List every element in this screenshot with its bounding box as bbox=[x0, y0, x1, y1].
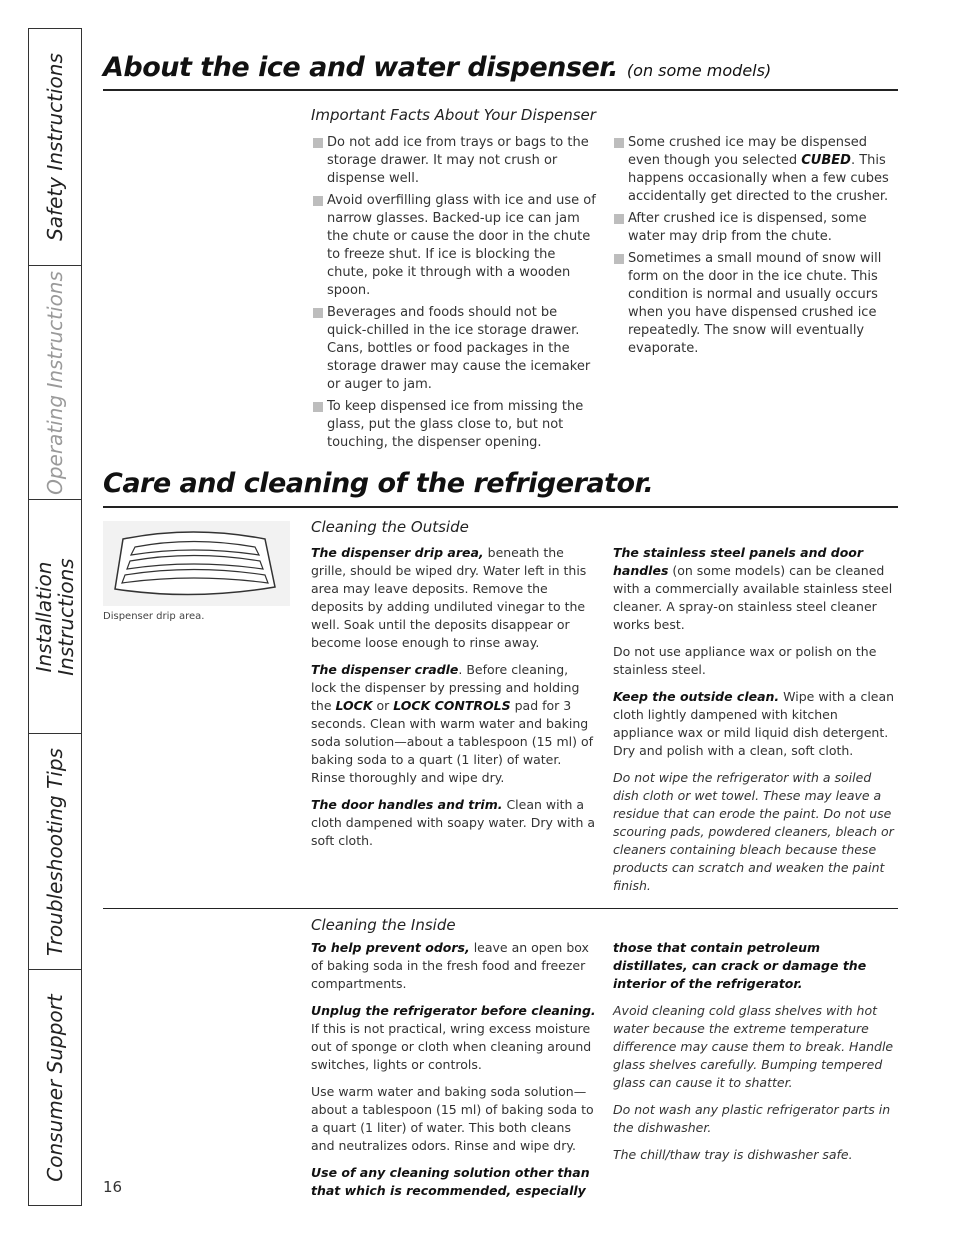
bullet-square-icon bbox=[313, 402, 323, 412]
dispenser-facts-right bbox=[613, 134, 891, 362]
tab-safety-instructions[interactable] bbox=[29, 29, 81, 266]
title-text: About the ice and water dispenser. bbox=[103, 52, 618, 83]
bullet-square-icon bbox=[313, 308, 323, 318]
list-item: Avoid overfilling glass with ice and use of narrow glasses. Backed-up ice can jam the chute or cause the door in the chute to freeze shut. If ice is blocking the chute, poke it through with a wooden spoon. bbox=[312, 192, 597, 300]
list-item: Sometimes a small mound of snow will form on the door in the ice chute. This condition is normal and usually occurs when you have dispensed crushed ice repeatedly. The snow will eventually evaporate. bbox=[613, 250, 891, 358]
bullet-square-icon bbox=[313, 138, 323, 148]
list-item: After crushed ice is dispensed, some water may drip from the chute. bbox=[613, 210, 891, 246]
cleaning-inside-left bbox=[311, 939, 596, 1209]
paragraph: The dispenser drip area, beneath the grille, should be wiped dry. Water left in this area may leave deposits. Remove the deposits by adding undiluted vinegar to the well. Soak until the deposits disappear or become loose enough to rinse away. bbox=[311, 545, 587, 650]
dispenser-facts-left bbox=[312, 134, 597, 456]
bullet-square-icon bbox=[313, 196, 323, 206]
page-number: 16 bbox=[103, 1178, 123, 1196]
tab-consumer-support[interactable] bbox=[29, 970, 81, 1206]
list-item: To keep dispensed ice from missing the glass, put the glass close to, but not touching, the dispenser opening. bbox=[312, 398, 597, 452]
tab-label: Consumer Support bbox=[43, 994, 67, 1182]
paragraph: Do not wash any plastic refrigerator parts in the dishwasher. bbox=[613, 1102, 891, 1135]
bullet-square-icon bbox=[614, 254, 624, 264]
section-title-care-cleaning: Care and cleaning of the refrigerator. bbox=[103, 468, 654, 499]
subhead-cleaning-outside: Cleaning the Outside bbox=[311, 518, 469, 536]
paragraph: those that contain petroleum distillates, can crack or damage the interior of the refrigerator. bbox=[613, 940, 867, 991]
paragraph: The door handles and trim. Clean with a cloth dampened with soapy water. Dry with a soft cloth. bbox=[311, 797, 596, 848]
cleaning-outside-left bbox=[311, 544, 596, 859]
bullet-square-icon bbox=[614, 138, 624, 148]
tab-label: Operating Instructions bbox=[43, 270, 67, 495]
tab-installation-instructions[interactable] bbox=[29, 500, 81, 734]
subhead-important-facts: Important Facts About Your Dispenser bbox=[311, 106, 596, 124]
section-title-dispenser bbox=[103, 52, 771, 83]
tab-label: Installation Instructions bbox=[32, 557, 78, 676]
cleaning-outside-right bbox=[613, 544, 896, 904]
paragraph: To help prevent odors, leave an open box of baking soda in the fresh food and freezer compartments. bbox=[311, 940, 589, 991]
figure-caption: Dispenser drip area. bbox=[103, 611, 205, 622]
paragraph: Unplug the refrigerator before cleaning. If this is not practical, wring excess moisture out of sponge or cloth when cleaning around switches, lights or controls. bbox=[311, 1003, 596, 1072]
paragraph: Use of any cleaning solution other than that which is recommended, especially bbox=[311, 1165, 590, 1198]
paragraph: Do not wipe the refrigerator with a soiled dish cloth or wet towel. These may leave a residue that can erode the paint. Do not use scouring pads, powdered cleaners, bleach or cleaners containing bleach because these products can scratch and weaken the paint finish. bbox=[613, 770, 894, 893]
bullet-square-icon bbox=[614, 214, 624, 224]
title-subtitle: (on some models) bbox=[626, 61, 772, 80]
section-divider bbox=[103, 908, 898, 909]
list-item: Do not add ice from trays or bags to the storage drawer. It may not crush or dispense well. bbox=[312, 134, 597, 188]
tab-operating-instructions[interactable] bbox=[29, 266, 81, 500]
tab-troubleshooting-tips[interactable] bbox=[29, 734, 81, 970]
paragraph: The stainless steel panels and door handles (on some models) can be cleaned with a commercially available stainless steel cleaner. A spray-on stainless steel cleaner works best. bbox=[613, 545, 893, 632]
section-divider bbox=[103, 506, 898, 508]
section-tabs bbox=[28, 28, 82, 1206]
paragraph: Use warm water and baking soda solution—about a tablespoon (15 ml) of baking soda to a quart (1 liter) of water. This both cleans and neutralizes odors. Rinse and wipe dry. bbox=[311, 1084, 594, 1153]
paragraph: Keep the outside clean. Wipe with a clean cloth lightly dampened with kitchen appliance wax or mild liquid dish detergent. Dry and polish with a clean, soft cloth. bbox=[613, 689, 895, 758]
paragraph: The dispenser cradle. Before cleaning, lock the dispenser by pressing and holding the LOCK or LOCK CONTROLS pad for 3 seconds. Clean with warm water and baking soda solution—about a tablespoon (15 ml) of baking soda to a quart (1 liter) of water. Rinse thoroughly and wipe dry. bbox=[311, 662, 594, 785]
subhead-cleaning-inside: Cleaning the Inside bbox=[311, 916, 456, 934]
tab-label: Troubleshooting Tips bbox=[43, 747, 67, 956]
drip-grille-illustration bbox=[103, 521, 290, 606]
paragraph: Avoid cleaning cold glass shelves with hot water because the extreme temperature difference may cause them to break. Handle glass shelves carefully. Bumping tempered glass can cause it to shatter. bbox=[613, 1003, 894, 1090]
paragraph: The chill/thaw tray is dishwasher safe. bbox=[613, 1147, 853, 1162]
cleaning-inside-right bbox=[613, 939, 896, 1173]
section-divider bbox=[103, 89, 898, 91]
tab-label: Safety Instructions bbox=[43, 53, 67, 241]
dispenser-drip-area-figure bbox=[103, 521, 290, 606]
list-item: Some crushed ice may be dispensed even though you selected CUBED. This happens occasionally when a few cubes accidentally get directed to the crusher. bbox=[613, 134, 891, 206]
list-item: Beverages and foods should not be quick-chilled in the ice storage drawer. Cans, bottles or food packages in the storage drawer may cause the icemaker or auger to jam. bbox=[312, 304, 597, 394]
paragraph: Do not use appliance wax or polish on the stainless steel. bbox=[613, 644, 877, 677]
